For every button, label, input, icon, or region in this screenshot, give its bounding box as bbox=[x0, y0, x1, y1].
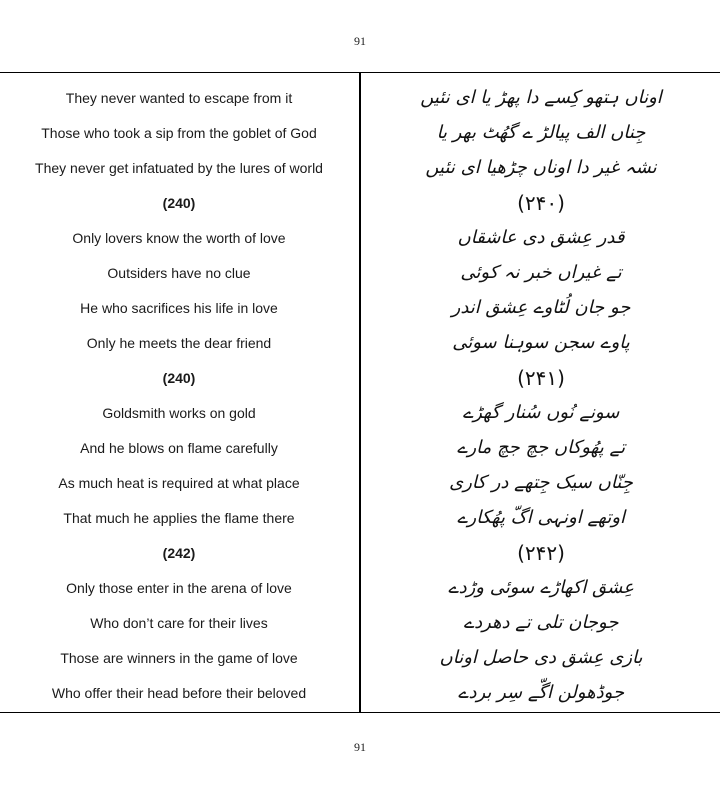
page-number-bottom: 91 bbox=[354, 740, 366, 754]
page-number-top: 91 bbox=[354, 34, 366, 48]
english-line: Who don’t care for their lives bbox=[90, 614, 268, 631]
english-line: Goldsmith works on gold bbox=[102, 404, 256, 421]
punjabi-verse-number: (۲۴۱) bbox=[517, 365, 565, 390]
punjabi-line: سونے نُوں سُنار گھڑے bbox=[462, 402, 620, 423]
english-line: Only those enter in the arena of love bbox=[66, 579, 292, 596]
punjabi-column bbox=[362, 80, 720, 710]
english-verse-number: (240) bbox=[162, 369, 196, 386]
english-line: Who offer their head before their beloved bbox=[51, 684, 307, 701]
english-line: They never wanted to escape from it bbox=[65, 89, 293, 106]
punjabi-verse-number: (۲۴۰) bbox=[517, 190, 565, 215]
punjabi-line: جوجان تلی تے دھردے bbox=[463, 612, 619, 633]
punjabi-line: جوڈھولن اگّے سِر بردے bbox=[457, 682, 625, 703]
english-line: He who sacrifices his life in love bbox=[80, 299, 278, 316]
punjabi-line: اوناں ہتھو کِسے دا پھڑ یا ای نئیں bbox=[420, 87, 662, 108]
punjabi-line: پاوے سجن سوہنا سوئی bbox=[452, 332, 630, 353]
punjabi-verse-number: (۲۴۲) bbox=[517, 540, 565, 565]
english-verse-number: (242) bbox=[162, 544, 196, 561]
english-column bbox=[0, 80, 358, 710]
english-verse-number: (240) bbox=[162, 194, 196, 211]
english-line: Those who took a sip from the goblet of God bbox=[41, 124, 317, 141]
english-line: And he blows on flame carefully bbox=[80, 439, 278, 456]
english-line: Only he meets the dear friend bbox=[86, 334, 272, 351]
punjabi-line: جِنّاں سیک جِتھے در کاری bbox=[449, 472, 633, 493]
english-line: Only lovers know the worth of love bbox=[72, 229, 286, 246]
punjabi-line: قدر عِشق دی عاشقاں bbox=[457, 227, 625, 248]
punjabi-line: عِشق اکھاڑے سوئی وڑدے bbox=[448, 577, 634, 598]
english-line: As much heat is required at what place bbox=[58, 474, 300, 491]
punjabi-line: نشہ غیر دا اوناں چڑھیا ای نئیں bbox=[425, 157, 657, 178]
english-line: That much he applies the flame there bbox=[63, 509, 295, 526]
punjabi-line: جو جان لُٹاوے عِشق اندر bbox=[451, 297, 631, 318]
verse-table bbox=[0, 72, 720, 713]
english-line: Outsiders have no clue bbox=[107, 264, 251, 281]
punjabi-line: جِناں الف پیالڑ ے گھُٹ بھر یا bbox=[436, 122, 646, 143]
punjabi-line: تے پھُوکاں جچ جچ مارے bbox=[456, 437, 626, 458]
column-divider bbox=[359, 73, 361, 712]
english-line: Those are winners in the game of love bbox=[60, 649, 298, 666]
punjabi-line: اوتھے اونہی اگّ پھُکارے bbox=[456, 507, 626, 528]
punjabi-line: بازی عِشق دی حاصل اوناں bbox=[439, 647, 643, 668]
english-line: They never get infatuated by the lures of world bbox=[35, 159, 323, 176]
punjabi-line: تے غیراں خبر نہ کوئی bbox=[460, 262, 622, 283]
